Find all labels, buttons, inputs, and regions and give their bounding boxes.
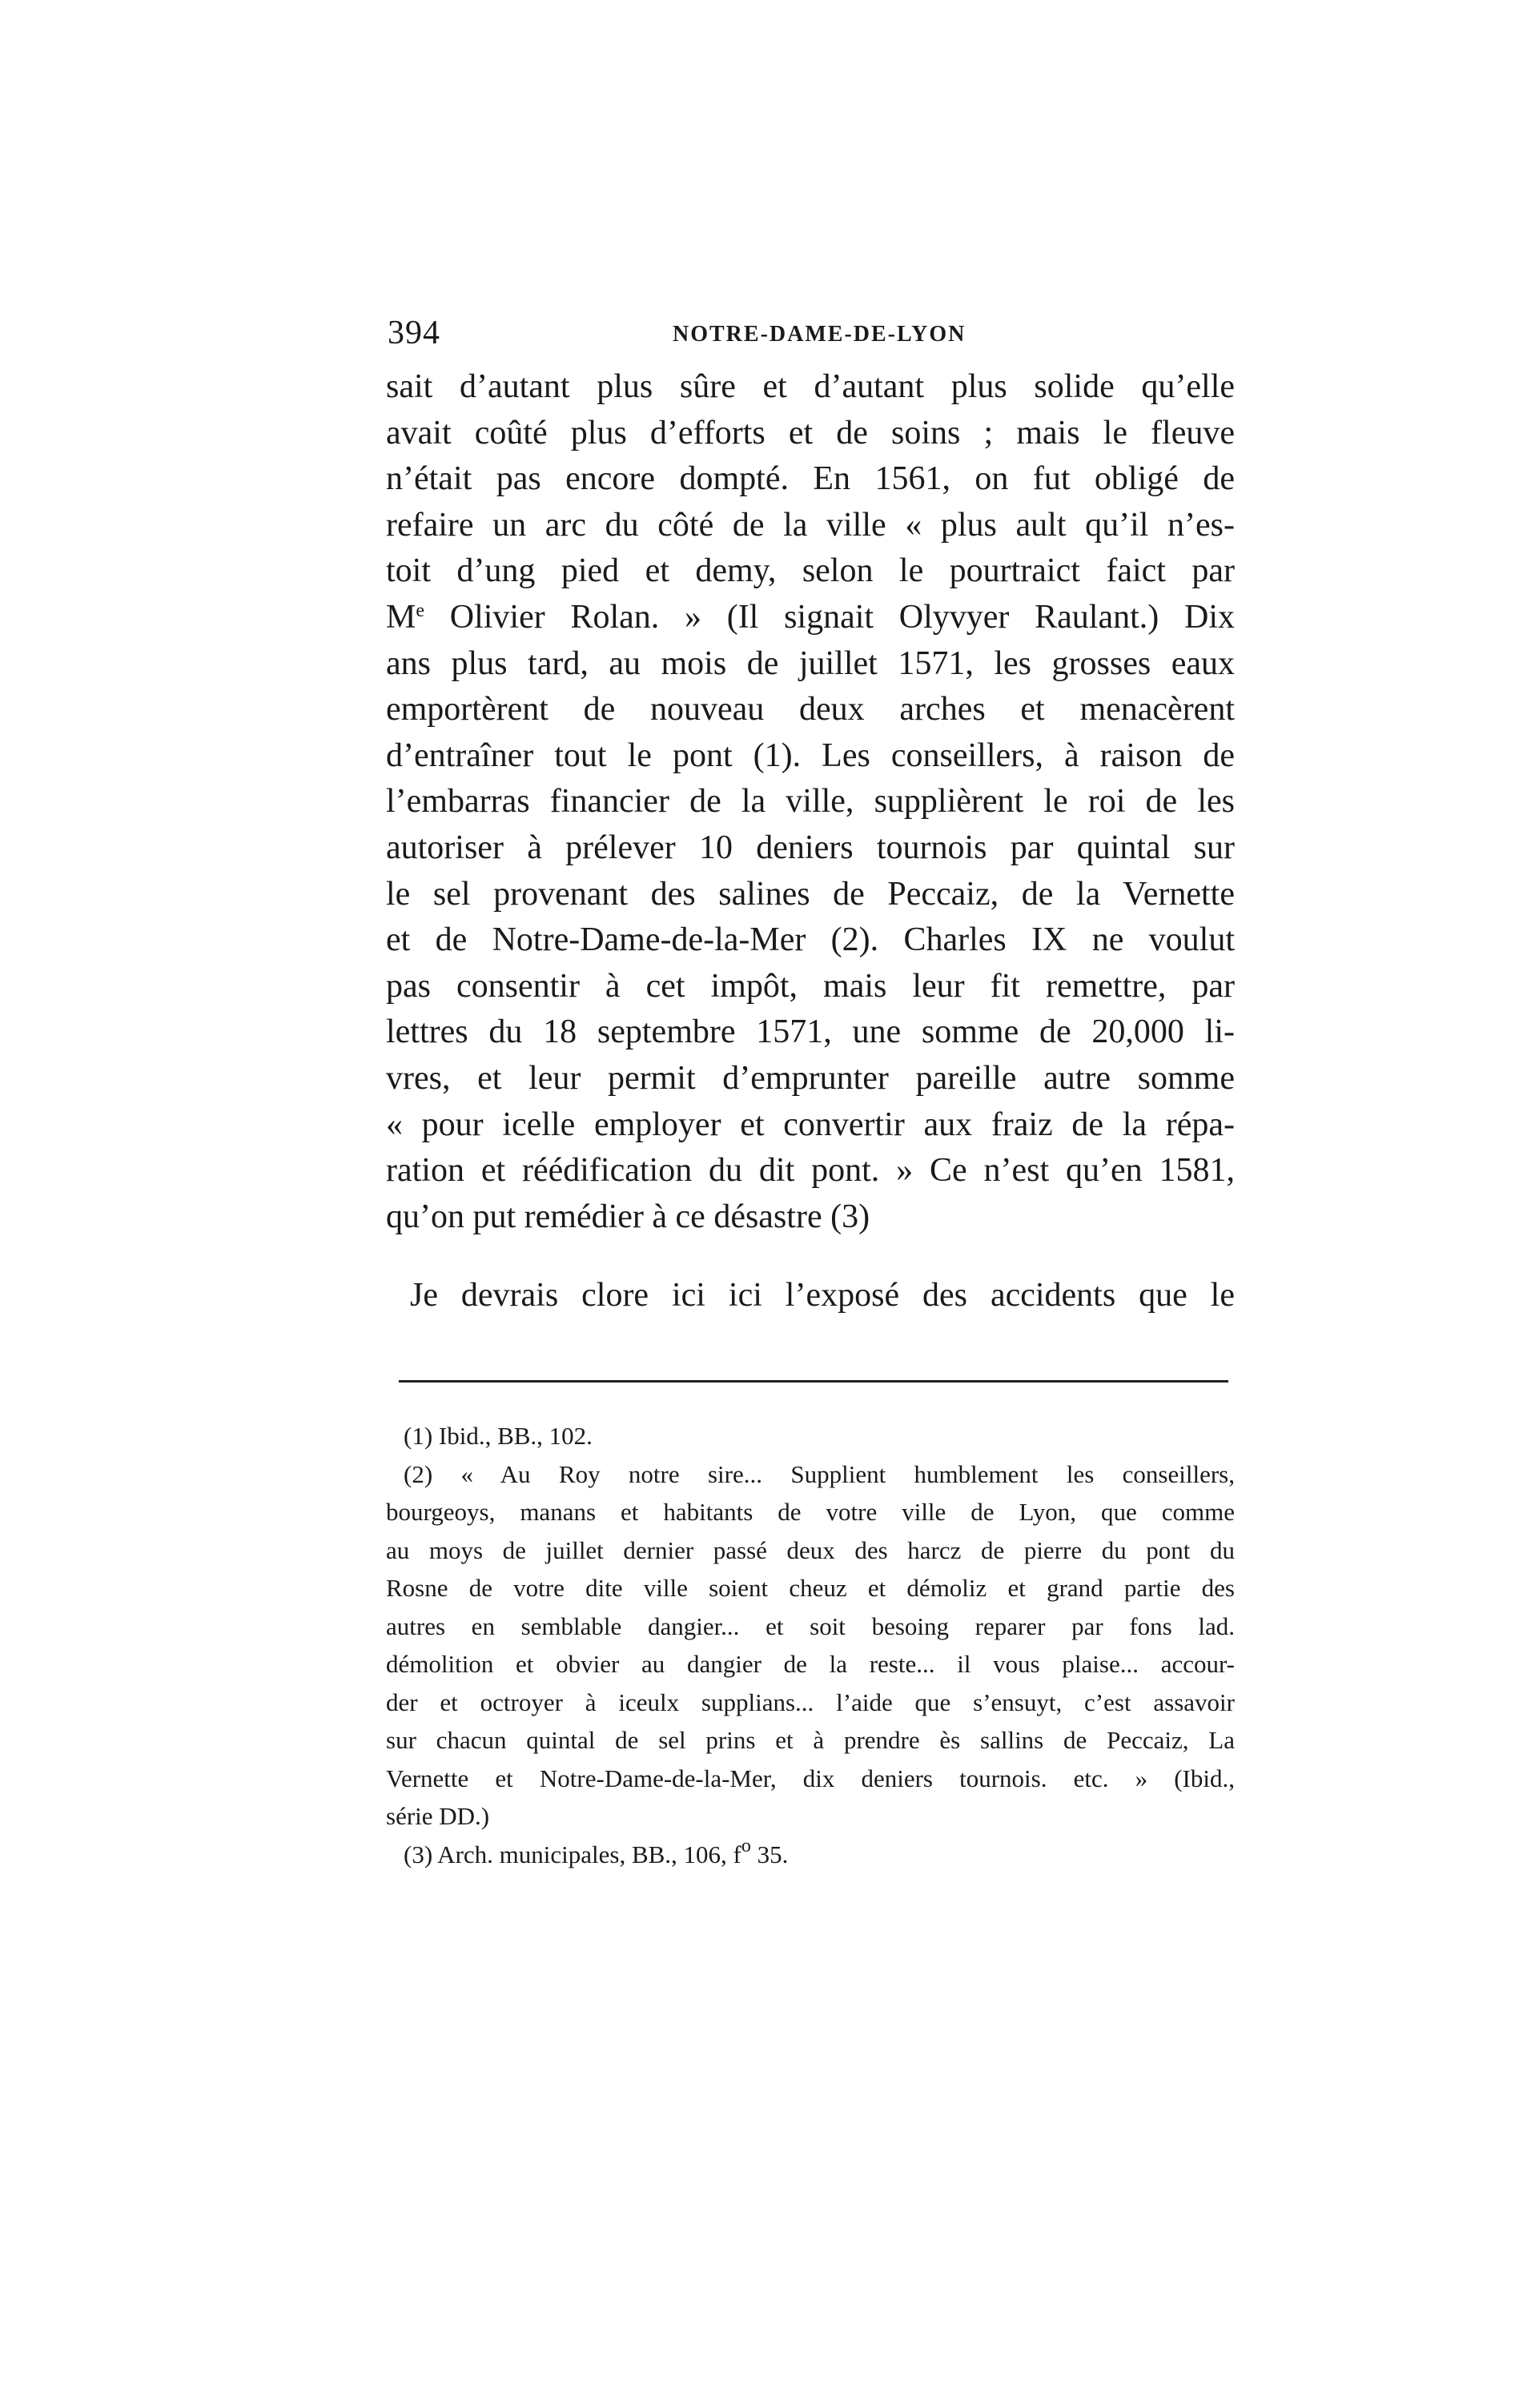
text-line: d’entraîner tout le pont (1). Les conseillers, à raison de — [386, 736, 1235, 774]
text-line: autoriser à prélever 10 deniers tournois par quintal sur — [386, 829, 1235, 866]
me-abbrev: M — [386, 598, 416, 636]
text-line: n’était pas encore dompté. En 1561, on fut obligé de — [386, 460, 1235, 498]
text-line: avait coûté plus d’efforts et de soins ; mais le fleuve — [386, 414, 1235, 451]
text-line — [386, 595, 1235, 641]
footnote-line: série DD.) — [386, 1802, 490, 1830]
footnote-line: Rosne de votre dite ville soient cheuz et démoliz et grand partie des — [386, 1574, 1235, 1602]
footnote-line: der et octroyer à iceulx supplians... l’aide que s’ensuyt, c’est assavoir — [386, 1688, 1235, 1716]
text-line: refaire un arc du côté de la ville « plus ault qu’il n’es- — [386, 506, 1235, 544]
text-line: qu’on put remédier à ce désastre (3) — [386, 1198, 870, 1235]
text-line: emportèrent de nouveau deux arches et menacèrent — [386, 691, 1235, 728]
text-line: ration et réédification du dit pont. » Ce n’est qu’en 1581, — [386, 1152, 1235, 1190]
footnote-line: démolition et obvier au dangier de la reste... il vous plaise... accour- — [386, 1650, 1235, 1678]
text-line: l’embarras financier de la ville, supplièrent le roi de les — [386, 783, 1235, 821]
text-line: lettres du 18 septembre 1571, une somme de 20,000 li- — [386, 1013, 1235, 1051]
text-line: « pour icelle employer et convertir aux fraiz de la répa- — [386, 1106, 1235, 1143]
footnote-1: (1) Ibid., BB., 102. — [404, 1422, 593, 1450]
text-line: le sel provenant des salines de Peccaiz, de la Vernette — [386, 875, 1235, 913]
footnotes — [386, 1417, 1235, 1873]
text-line: pas consentir à cet impôt, mais leur fit remettre, par — [386, 967, 1235, 1005]
running-title: NOTRE-DAME-DE-LYON — [673, 322, 966, 347]
text-line: et de Notre-Dame-de-la-Mer (2). Charles IX ne voulut — [386, 921, 1235, 959]
footnote-2: (2) « Au Roy notre sire... Supplient humblement les conseillers, — [404, 1459, 1235, 1488]
footnote-3-end: 35. — [750, 1840, 789, 1868]
footnote-line: Vernette et Notre-Dame-de-la-Mer, dix deniers tournois. etc. » (Ibid., — [386, 1764, 1235, 1792]
second-paragraph — [386, 1273, 1235, 1319]
main-paragraph — [386, 364, 1235, 1240]
text-line: vres, et leur permit d’emprunter pareille autre somme — [386, 1059, 1235, 1097]
footnote-3-text: (3) Arch. municipales, BB., 106, f — [404, 1840, 741, 1868]
footnote-line: autres en semblable dangier... et soit besoing reparer par fons lad. — [386, 1611, 1235, 1640]
footnote-line: sur chacun quintal de sel prins et à prendre ès sallins de Peccaiz, La — [386, 1726, 1235, 1754]
footnote-line: bourgeoys, manans et habitants de votre ville de Lyon, que comme — [386, 1498, 1235, 1526]
footnote-line: au moys de juillet dernier passé deux des harcz de pierre du pont du — [386, 1535, 1235, 1564]
footnote-divider — [399, 1380, 1228, 1383]
text-line: Je devrais clore ici ici l’exposé des accidents que le — [410, 1277, 1235, 1314]
page-header — [384, 314, 1235, 362]
folio-superscript: o — [741, 1835, 751, 1856]
footnote-3 — [386, 1836, 1235, 1874]
page-number: 394 — [388, 315, 440, 351]
text-line: sait d’autant plus sûre et d’autant plus solide qu’elle — [386, 368, 1235, 405]
line-rest: Olivier Rolan. » (Il signait Olyvyer Raulant.) Dix — [424, 598, 1235, 636]
text-line: ans plus tard, au mois de juillet 1571, les grosses eaux — [386, 644, 1235, 682]
me-superscript: e — [416, 600, 425, 621]
text-line: toit d’ung pied et demy, selon le pourtraict faict par — [386, 552, 1235, 590]
